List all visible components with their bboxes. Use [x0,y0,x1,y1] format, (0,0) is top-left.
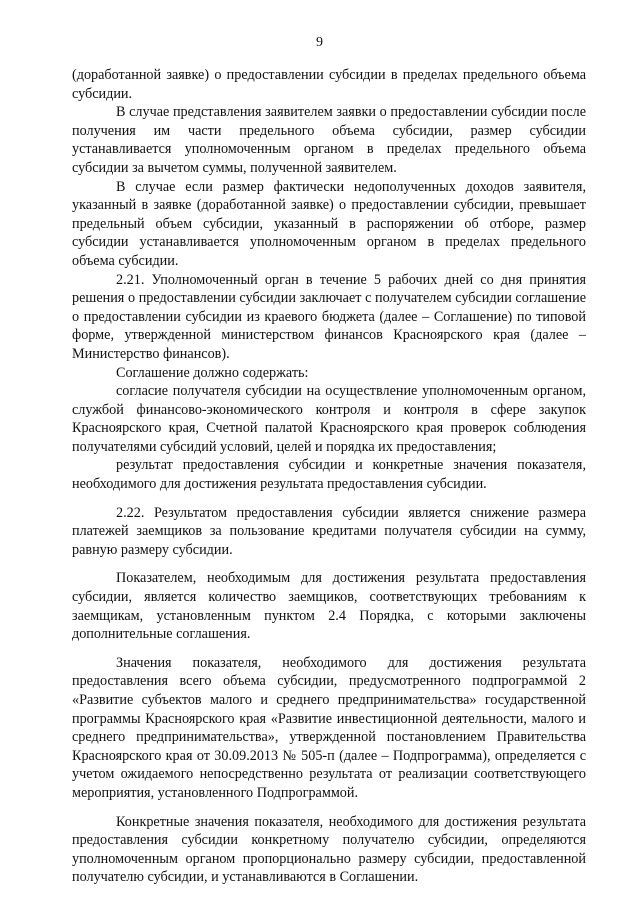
page-number: 9 [316,35,323,50]
paragraph: Конкретные значения показателя, необходимого для достижения результата предоставления субсидии конкретному получателю субсидии, определяются уполномоченным органом пропорционально размеру субсидии, предоставленной получателю субсидии, и устанавливаются в Соглашении. [72,813,586,886]
paragraph-clause-2-22: 2.22. Результатом предоставления субсидии является снижение размера платежей заемщиков за пользование кредитами получателя субсидии на сумму, равную размеру субсидии. [72,504,586,558]
paragraph: Соглашение должно содержать: [116,364,309,381]
paragraph: В случае представления заявителем заявки о предоставлении субсидии после получения им части предельного объема субсидии, размер субсидии устанавливается уполномоченным органом в пределах предельного объема субсидии за вычетом суммы, полученной заявителем. [72,104,586,176]
paragraph-continuation: (доработанной заявке) о предоставлении субсидии в пределах предельного объема субсидии. [72,67,586,102]
paragraph-clause-2-21: 2.21. Уполномоченный орган в течение 5 рабочих дней со дня принятия решения о предоставлении субсидии заключает с получателем субсидии соглашение о предоставлении субсидии из краевого бюджета (далее – Соглашение) по типовой форме, утвержденной министерством финансов Красноярского края (далее – Министерство финансов). [72,271,586,362]
paragraph: результат предоставления субсидии и конкретные значения показателя, необходимого для достижения результата предоставления субсидии. [72,457,586,493]
paragraph: Значения показателя, необходимого для достижения результата предоставления всего объема субсидии, предусмотренного подпрограммой 2 «Развитие субъектов малого и среднего предпринимательства» государственной программы Красноярского края «Развитие инвестиционной деятельности, малого и среднего предпринимательства», утвержденной постановлением Правительства Красноярского края от 30.09.2013 № 505-п (далее – Подпрограмма), определяется с учетом ожидаемого непосредственно результата от реализации соответствующего мероприятия, установленного Подпрограммой. [72,654,586,801]
paragraph: Показателем, необходимым для достижения результата предоставления субсидии, является количество заемщиков, соответствующих требованиям к заемщикам, установленным пунктом 2.4 Порядка, с которыми заключены дополнительные соглашения. [72,570,586,643]
paragraph: В случае если размер фактически недополученных доходов заявителя, указанный в заявке (доработанной заявке) о предоставлении субсидии, превышает предельный объем субсидии, указанный в распоряжении об отборе, размер субсидии устанавливается уполномоченным органом в пределах предельного объема субсидии. [72,178,586,269]
document-body [72,66,586,887]
paragraph: согласие получателя субсидии на осуществление уполномоченным органом, службой финансово-экономического контроля и контроля в сфере закупок Красноярского края, Счетной палатой Красноярского края проверок соблюдения получателями субсидий условий, целей и порядка их предоставления; [72,383,586,455]
